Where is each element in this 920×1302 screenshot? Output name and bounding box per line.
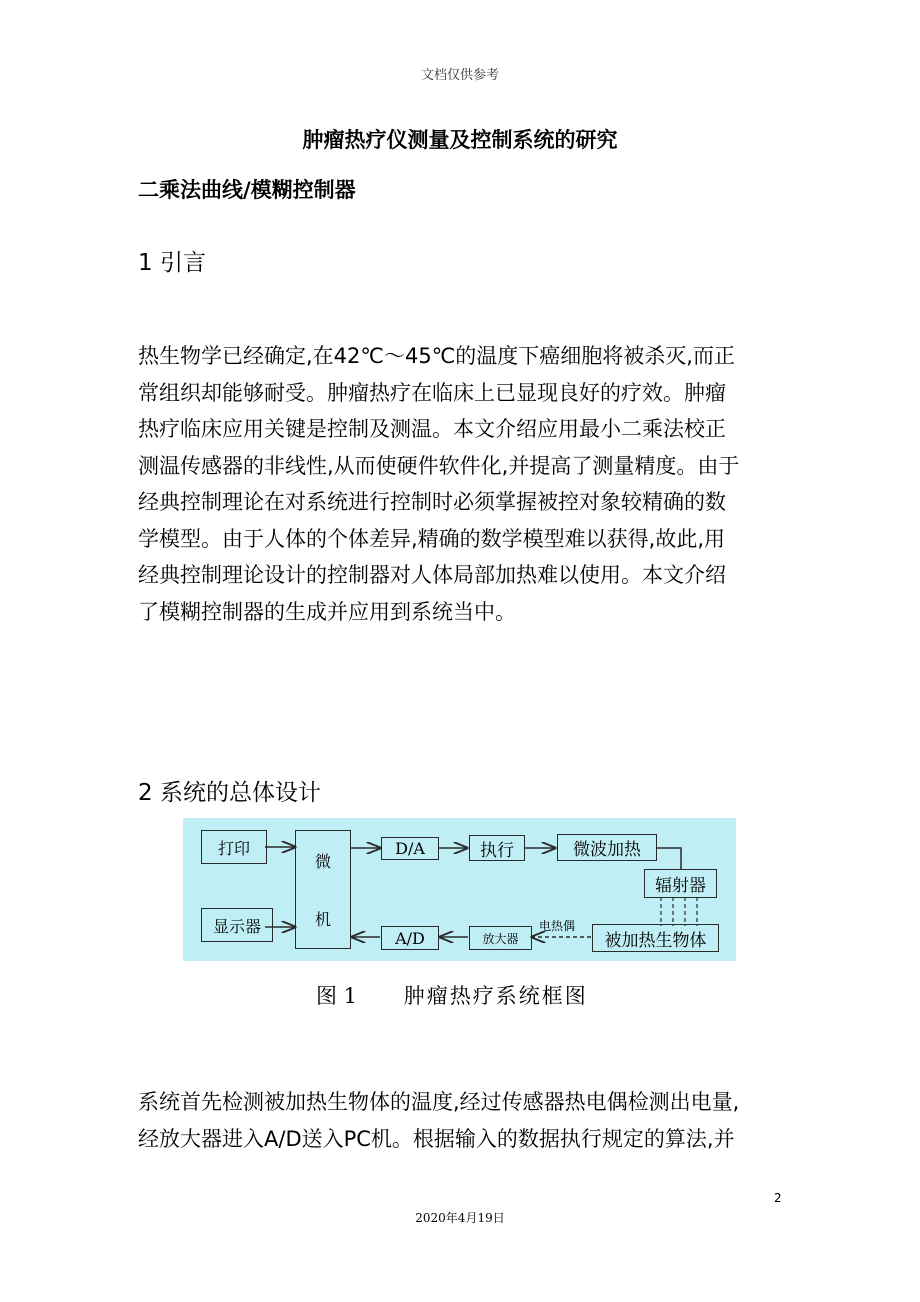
paragraph-line: 常组织却能够耐受。肿瘤热疗在临床上已显现良好的疗效。肿瘤 — [138, 380, 726, 405]
display-block: 显示器 — [201, 908, 273, 942]
da-block: D/A — [381, 837, 439, 860]
microcomputer-block — [295, 830, 351, 949]
section-2-paragraph — [138, 1084, 788, 1157]
paragraph-line: 测温传感器的非线性,从而使硬件软件化,并提高了测量精度。由于 — [138, 453, 740, 478]
page-title: 肿瘤热疗仪测量及控制系统的研究 — [302, 128, 618, 152]
paragraph-line: 系统首先检测被加热生物体的温度,经过传感器热电偶检测出电量, — [138, 1090, 740, 1114]
paragraph-line: 经放大器进入A/D送入PC机。根据输入的数据执行规定的算法,并 — [138, 1126, 735, 1151]
paragraph-line: 经典控制理论设计的控制器对人体局部加热难以使用。本文介绍 — [138, 563, 726, 587]
ad-block: A/D — [381, 926, 439, 950]
header-note: 文档仅供参考 — [420, 68, 499, 83]
micro-label-bottom: 机 — [314, 910, 331, 930]
thermocouple-label: 电热偶 — [539, 919, 576, 933]
radiator-block: 辐射器 — [644, 869, 717, 898]
micro-label-top: 微 — [314, 851, 331, 871]
page-number: 2 — [774, 1191, 782, 1205]
footer-date: 2020年4月19日 — [415, 1211, 505, 1225]
section-1-paragraph — [138, 338, 788, 630]
figure-number: 图 1 — [316, 984, 358, 1008]
paragraph-line: 经典控制理论在对系统进行控制时必须掌握被控对象较精确的数 — [138, 490, 726, 514]
paragraph-line: 热生物学已经确定,在42℃～45℃的温度下癌细胞将被杀灭,而正 — [138, 344, 735, 368]
print-block: 打印 — [201, 830, 267, 864]
system-block-diagram — [183, 818, 736, 961]
amplifier-block: 放大器 — [469, 926, 532, 950]
figure-caption — [316, 980, 588, 1010]
paragraph-line: 学模型。由于人体的个体差异,精确的数学模型难以获得,故此,用 — [138, 526, 726, 551]
execute-block: 执行 — [469, 835, 525, 861]
section-1-heading: 1 引言 — [138, 250, 206, 276]
section-2-heading: 2 系统的总体设计 — [138, 780, 321, 806]
subtitle: 二乘法曲线/模糊控制器 — [138, 178, 356, 202]
paragraph-line: 热疗临床应用关键是控制及测温。本文介绍应用最小二乘法校正 — [138, 417, 726, 441]
paragraph-line: 了模糊控制器的生成并应用到系统当中。 — [138, 599, 516, 624]
figure-title: 肿瘤热疗系统框图 — [403, 984, 588, 1008]
microwave-heating-block: 微波加热 — [557, 834, 657, 861]
line-microwave-to-radiator — [657, 848, 681, 869]
heated-body-block: 被加热生物体 — [592, 924, 719, 952]
